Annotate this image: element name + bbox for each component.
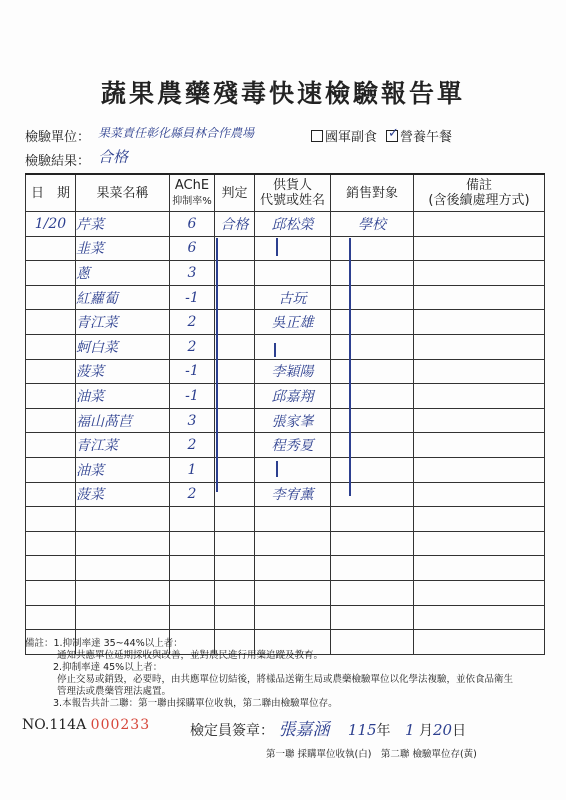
cell-remark <box>414 334 545 359</box>
cell-name: 菠菜 <box>76 359 170 384</box>
cell-ache: 1 <box>170 457 215 482</box>
table-row <box>26 605 545 630</box>
table-row <box>26 310 545 335</box>
table-row <box>26 285 545 310</box>
header-ache <box>170 174 215 212</box>
notes-block <box>25 638 545 710</box>
cell-remark <box>414 433 545 458</box>
cell-remark <box>414 605 545 630</box>
cell-remark <box>414 236 545 261</box>
cell-supplier: 程秀夏 <box>255 433 331 458</box>
cell-name: 油菜 <box>76 384 170 409</box>
cell-supplier: 邱嘉翔 <box>255 384 331 409</box>
supplier-continuation-mark-3 <box>276 461 278 477</box>
header-name: 果菜名稱 <box>76 174 170 212</box>
cell-date <box>26 531 76 556</box>
copy-footer: 第一聯 採購單位收執(白) 第二聯 檢驗單位存(黃) <box>266 749 477 760</box>
header-remark-top: 備註 <box>465 178 492 193</box>
cell-date <box>26 359 76 384</box>
cell-target <box>331 556 414 581</box>
header-ache-top: AChE <box>174 177 210 193</box>
cell-ache <box>170 507 215 532</box>
table-row <box>26 556 545 581</box>
date-day: 20 <box>433 721 453 739</box>
table-row <box>26 482 545 507</box>
cell-judge <box>215 359 255 384</box>
serial-label: NO.114A <box>22 717 87 733</box>
serial-number <box>22 717 150 733</box>
cell-remark <box>414 457 545 482</box>
cell-date <box>26 408 76 433</box>
result-value: 合格 <box>98 148 129 166</box>
cell-name: 福山萵苣 <box>76 408 170 433</box>
table-row <box>26 457 545 482</box>
cell-supplier: 古玩 <box>255 285 331 310</box>
cell-remark <box>414 310 545 335</box>
cell-ache <box>170 531 215 556</box>
cell-target <box>331 236 414 261</box>
note-line: 3.本報告共計二聯：第一聯由採購單位收執，第二聯由檢驗單位存。 <box>53 698 338 709</box>
date-day-unit: 日 <box>452 723 467 739</box>
cell-date <box>26 384 76 409</box>
checkbox-army[interactable] <box>311 130 323 142</box>
date-year-unit: 年 <box>376 723 391 739</box>
cell-judge <box>215 285 255 310</box>
header-remark-bottom: (含後續處理方式) <box>428 193 530 208</box>
table-row <box>26 359 545 384</box>
cell-name <box>76 605 170 630</box>
cell-judge <box>215 384 255 409</box>
table-row <box>26 236 545 261</box>
signature-value: 張嘉涵 <box>278 720 330 740</box>
cell-supplier <box>255 580 331 605</box>
checkmark-icon: ✓ <box>388 126 399 141</box>
cell-supplier: 李穎陽 <box>255 359 331 384</box>
cell-target <box>331 531 414 556</box>
cell-ache: 6 <box>170 236 215 261</box>
table-header-row <box>26 174 545 212</box>
header-supplier-top: 供貨人 <box>272 178 312 193</box>
cell-date <box>26 236 76 261</box>
cell-judge <box>215 457 255 482</box>
cell-name: 菠菜 <box>76 482 170 507</box>
signature-label: 檢定員簽章： <box>190 723 274 739</box>
cell-target <box>331 359 414 384</box>
cell-ache: -1 <box>170 285 215 310</box>
cell-date <box>26 457 76 482</box>
cell-judge <box>215 236 255 261</box>
cell-supplier <box>255 507 331 532</box>
date-month-unit: 月 <box>419 723 433 739</box>
cell-name: 芹菜 <box>76 212 170 237</box>
cell-ache <box>170 556 215 581</box>
cell-date <box>26 556 76 581</box>
cell-judge: 合格 <box>215 212 255 237</box>
cell-target <box>331 310 414 335</box>
result-label: 檢驗結果： <box>25 154 91 169</box>
cell-ache: 2 <box>170 433 215 458</box>
cell-supplier <box>255 236 331 261</box>
cell-ache <box>170 580 215 605</box>
cell-date <box>26 433 76 458</box>
cell-remark <box>414 359 545 384</box>
judge-continuation-mark <box>216 238 218 492</box>
table-row <box>26 384 545 409</box>
cell-date <box>26 334 76 359</box>
cell-name <box>76 507 170 532</box>
signature-line <box>190 715 466 740</box>
cell-supplier <box>255 605 331 630</box>
cell-supplier: 張家峯 <box>255 408 331 433</box>
cell-supplier <box>255 334 331 359</box>
table-row <box>26 408 545 433</box>
cell-judge <box>215 580 255 605</box>
table-row <box>26 531 545 556</box>
cell-date <box>26 285 76 310</box>
target-continuation-mark <box>349 238 351 496</box>
cell-judge <box>215 507 255 532</box>
header-remark <box>414 174 545 212</box>
header-date: 日 期 <box>26 174 76 212</box>
header-judge: 判定 <box>215 174 255 212</box>
cell-judge <box>215 334 255 359</box>
cell-judge <box>215 261 255 286</box>
cell-ache: 2 <box>170 310 215 335</box>
cell-judge <box>215 408 255 433</box>
cell-name <box>76 531 170 556</box>
cell-supplier: 吳正雄 <box>255 310 331 335</box>
table-row <box>26 433 545 458</box>
cell-supplier: 李宥薰 <box>255 482 331 507</box>
cell-date <box>26 482 76 507</box>
cell-supplier <box>255 261 331 286</box>
table-row <box>26 261 545 286</box>
supplier-continuation-mark-1 <box>276 238 278 256</box>
cell-remark <box>414 285 545 310</box>
cell-target <box>331 482 414 507</box>
cell-date <box>26 507 76 532</box>
cell-date <box>26 580 76 605</box>
cell-name: 蚵白菜 <box>76 334 170 359</box>
cell-date <box>26 310 76 335</box>
cell-name <box>76 580 170 605</box>
note-line: 停止交易或銷毀，必要時，由共應單位切結後，將樣品送衛生局或農藥檢驗單位以化學法複驗，並依食品衛生 <box>57 674 514 685</box>
cell-name: 蔥 <box>76 261 170 286</box>
cell-remark <box>414 384 545 409</box>
date-year: 115 <box>347 721 377 739</box>
cell-target: 學校 <box>331 212 414 237</box>
cell-remark <box>414 580 545 605</box>
cell-target <box>331 261 414 286</box>
supplier-continuation-mark-2 <box>274 343 276 357</box>
note-line: 管理法或農藥管理法處置。 <box>57 686 172 697</box>
cell-name: 韭菜 <box>76 236 170 261</box>
cell-supplier <box>255 531 331 556</box>
option-army <box>311 126 377 145</box>
cell-remark <box>414 261 545 286</box>
cell-ache: 2 <box>170 334 215 359</box>
cell-judge <box>215 310 255 335</box>
date-month: 1 <box>405 721 415 739</box>
option-lunch-label: 營養午餐 <box>400 130 453 145</box>
note-line: 備註：1.抑制率達 35~44%以上者： <box>25 638 183 649</box>
note-line: 通知共應單位延期採收與改善，並對農民進行用藥追蹤及教育。 <box>57 650 324 661</box>
cell-remark <box>414 212 545 237</box>
cell-remark <box>414 531 545 556</box>
option-army-label: 國軍副食 <box>325 130 378 145</box>
cell-ache: 3 <box>170 261 215 286</box>
cell-ache: 3 <box>170 408 215 433</box>
cell-ache: 6 <box>170 212 215 237</box>
cell-target <box>331 457 414 482</box>
unit-value: 果菜責任彰化縣員林合作農場 <box>98 126 255 140</box>
cell-judge <box>215 433 255 458</box>
cell-remark <box>414 482 545 507</box>
cell-supplier <box>255 457 331 482</box>
cell-remark <box>414 507 545 532</box>
table-row <box>26 580 545 605</box>
cell-judge <box>215 531 255 556</box>
cell-ache: -1 <box>170 359 215 384</box>
form-title: 蔬果農藥殘毒快速檢驗報告單 <box>100 79 465 108</box>
header-supplier <box>255 174 331 212</box>
cell-target <box>331 384 414 409</box>
cell-supplier: 邱松榮 <box>255 212 331 237</box>
serial-value: 000233 <box>90 717 151 733</box>
cell-name <box>76 556 170 581</box>
cell-ache <box>170 605 215 630</box>
cell-target <box>331 580 414 605</box>
cell-date <box>26 605 76 630</box>
header-target: 銷售對象 <box>331 174 414 212</box>
cell-target <box>331 408 414 433</box>
cell-target <box>331 334 414 359</box>
inspection-table <box>25 173 545 655</box>
cell-target <box>331 285 414 310</box>
cell-judge <box>215 482 255 507</box>
cell-ache: -1 <box>170 384 215 409</box>
cell-judge <box>215 605 255 630</box>
cell-name: 青江菜 <box>76 433 170 458</box>
cell-remark <box>414 556 545 581</box>
cell-supplier <box>255 556 331 581</box>
cell-date <box>26 261 76 286</box>
cell-judge <box>215 556 255 581</box>
note-line: 2.抑制率達 45%以上者： <box>53 662 163 673</box>
table-row <box>26 212 545 237</box>
table-row <box>26 334 545 359</box>
cell-ache: 2 <box>170 482 215 507</box>
cell-date: 1/20 <box>26 212 76 237</box>
header-ache-bottom: 抑制率% <box>172 195 212 207</box>
cell-target <box>331 507 414 532</box>
cell-name: 青江菜 <box>76 310 170 335</box>
unit-label: 檢驗單位： <box>25 130 91 145</box>
cell-target <box>331 433 414 458</box>
option-lunch <box>386 126 452 145</box>
table-row <box>26 507 545 532</box>
checkbox-lunch[interactable] <box>386 126 399 142</box>
cell-name: 油菜 <box>76 457 170 482</box>
cell-target <box>331 605 414 630</box>
cell-name: 紅蘿蔔 <box>76 285 170 310</box>
cell-remark <box>414 408 545 433</box>
header-supplier-bottom: 代號或姓名 <box>259 193 325 208</box>
